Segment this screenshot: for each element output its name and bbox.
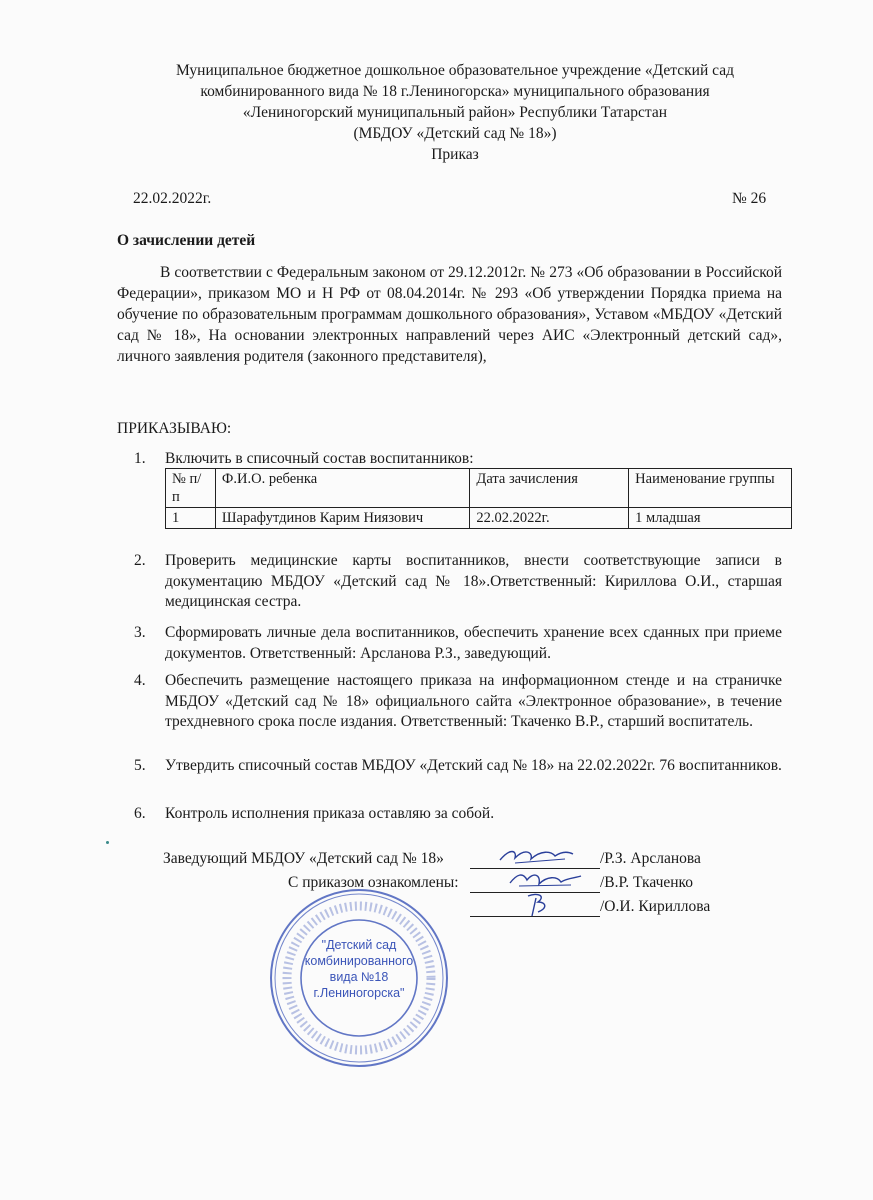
- header-line-4: (МБДОУ «Детский сад № 18»): [353, 125, 557, 142]
- list-item-text: Сформировать личные дела воспитанников, обеспечить хранение всех сданных при приеме документов. Ответственный: Арсланова Р.З., заведующий.: [165, 624, 782, 662]
- table-cell: 22.02.2022г.: [470, 508, 629, 529]
- handwritten-signature-kirillova: [520, 890, 560, 920]
- list-item-text: Контроль исполнения приказа оставляю за собой.: [165, 805, 495, 822]
- preamble-paragraph: В соответствии с Федеральным законом от 29.12.2012г. № 273 «Об образовании в Российской Федерации», приказом МО и Н РФ от 08.04.2014г. № 293 «Об утверждении Порядка приема на обучение по образовательным программам дошкольного образования», Уставом «МБДОУ «Детский сад № 18», На основании электронных направлений через АИС «Электронный детский сад», личного заявления родителя (законного представителя),: [117, 264, 782, 365]
- stamp-line: комбинированного: [304, 954, 414, 968]
- list-item-number: 4.: [134, 672, 146, 689]
- document-type: Приказ: [431, 146, 479, 163]
- header-line-2: комбинированного вида № 18 г.Лениногорска» муниципального образования: [200, 83, 710, 100]
- table-cell: 1: [166, 508, 216, 529]
- document-header: [100, 60, 810, 165]
- acknowledgement-name-1: /В.Р. Ткаченко: [600, 874, 694, 891]
- acknowledgement-label: С приказом ознакомлены:: [288, 874, 459, 891]
- list-item-text: Утвердить списочный состав МБДОУ «Детский сад № 18» на 22.02.2022г. 76 воспитанников.: [165, 757, 782, 774]
- head-signature-name: /Р.З. Арсланова: [600, 850, 701, 867]
- table-header-row: [166, 469, 792, 508]
- stamp-inner-text: [299, 937, 419, 1001]
- table-row: [166, 508, 792, 529]
- order-directive: ПРИКАЗЫВАЮ:: [117, 420, 232, 437]
- list-item-number: 2.: [134, 552, 146, 569]
- order-number: № 26: [732, 190, 767, 207]
- table-header-cell: Дата зачисления: [470, 469, 629, 508]
- table-header-cell: № п/п: [166, 469, 216, 508]
- list-item-number: 6.: [134, 805, 146, 822]
- list-item-number: 3.: [134, 624, 146, 641]
- table-header-cell: Наименование группы: [629, 469, 792, 508]
- head-signature-label: Заведующий МБДОУ «Детский сад № 18»: [163, 850, 444, 867]
- handwritten-signature-head: [495, 842, 575, 868]
- list-item-number: 5.: [134, 757, 146, 774]
- acknowledgement-name-2: /О.И. Кириллова: [600, 898, 711, 915]
- order-date: 22.02.2022г.: [133, 190, 212, 207]
- stamp-line: г.Лениногорска": [313, 986, 405, 1000]
- header-line-3: «Лениногорский муниципальный район» Республики Татарстан: [242, 104, 668, 121]
- list-item-text: Обеспечить размещение настоящего приказа на информационном стенде и на страничке МБДОУ «Детский сад № 18» официального сайта «Электронное образование», в течение трехдневного срока после издания. Ответственный: Ткаченко В.Р., старший воспитатель.: [165, 672, 782, 730]
- list-item-text: Включить в списочный состав воспитанников:: [165, 450, 474, 467]
- header-line-1: Муниципальное бюджетное дошкольное образовательное учреждение «Детский сад: [176, 62, 734, 79]
- scan-speck: [106, 841, 109, 844]
- table-cell: Шарафутдинов Карим Ниязович: [215, 508, 470, 529]
- order-subject: О зачислении детей: [117, 232, 256, 249]
- table-cell: 1 младшая: [629, 508, 792, 529]
- stamp-line: "Детский сад: [321, 938, 397, 952]
- children-table: [165, 468, 792, 529]
- stamp-line: вида №18: [329, 970, 389, 984]
- list-item-number: 1.: [134, 450, 146, 467]
- table-header-cell: Ф.И.О. ребенка: [215, 469, 470, 508]
- official-stamp: [266, 885, 452, 1071]
- list-item-text: Проверить медицинские карты воспитанников, внести соответствующие записи в документацию МБДОУ «Детский сад № 18».Ответственный: Кириллова О.И., старшая медицинская сестра.: [165, 552, 782, 610]
- handwritten-signature-tkachenko: [505, 866, 585, 892]
